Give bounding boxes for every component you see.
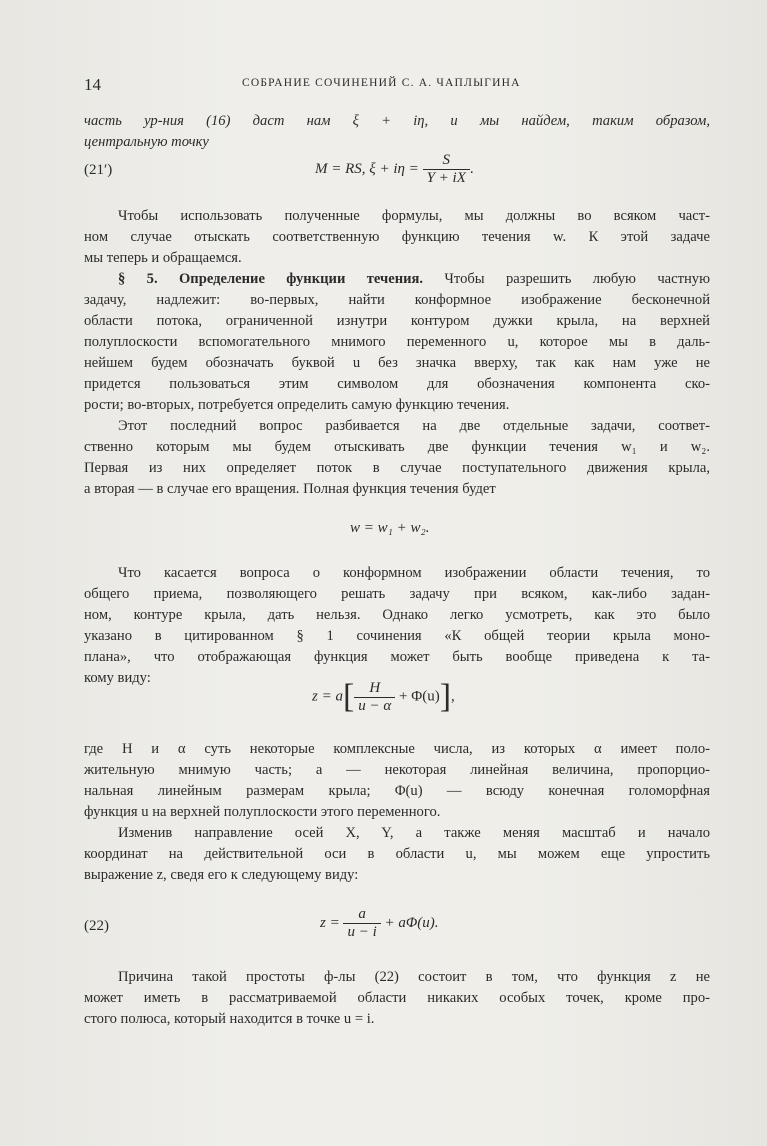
text-line: выражение z, сведя его к следующему виду:: [84, 867, 359, 883]
text-line: жительную мнимую часть; a — некоторая линейная величина, пропорцио-: [84, 762, 710, 778]
text-line: указано в цитированном § 1 сочинения «К общей теории крыла моно-: [84, 628, 710, 644]
text-line: Этот последний вопрос разбивается на две отдельные задачи, соответ-: [118, 418, 710, 434]
text-line: Изменив направление осей X, Y, а также меняя масштаб и начало: [118, 825, 710, 841]
text-line: стого полюса, который находится в точке u = i.: [84, 1011, 375, 1027]
left-bracket: [: [342, 678, 355, 715]
equation-number: (21′): [84, 162, 113, 178]
punctuation: ,: [451, 688, 455, 705]
text-line: Причина такой простоты ф-лы (22) состоит в том, что функция z не: [118, 969, 710, 985]
text-line: общего приема, позволяющего решать задачу при всяком, как-либо задан-: [84, 586, 710, 602]
text-line: координат на действительной оси в области u, мы можем еще упростить: [84, 846, 710, 862]
denominator: u − i: [347, 924, 377, 940]
text-line: нейшем будем обозначать буквой u без значка вверху, так как нам уже не: [84, 355, 710, 371]
text-span: Чтобы разрешить любую частную: [423, 271, 710, 287]
equation-term: + Φ(u): [395, 688, 440, 705]
text-line: мы теперь и обращаемся.: [84, 250, 242, 266]
text-line: ственно которым мы будем отыскивать две функции течения w₁ и w₂.: [84, 439, 710, 455]
fraction: [354, 680, 395, 715]
punctuation: .: [469, 160, 474, 177]
running-title: СОБРАНИЕ СОЧИНЕНИЙ С. А. ЧАПЛЫГИНА: [242, 77, 521, 89]
equation-21: [315, 152, 474, 187]
text-line: Чтобы использовать полученные формулы, мы должны во всяком част-: [118, 208, 710, 224]
text-line: задачу, надлежит: во-первых, найти конформное изображение бесконечной: [84, 292, 710, 308]
numerator: a: [343, 906, 380, 924]
denominator: u − α: [358, 697, 392, 714]
text-line: Первая из них определяет поток в случае поступательного движения крыла,: [84, 460, 710, 476]
section-heading: § 5. Определение функции течения.: [118, 271, 424, 287]
text-line: придется пользоваться этим символом для обозначения компонента ско-: [84, 376, 710, 392]
text-line: функция u на верхней полуплоскости этого переменного.: [84, 804, 441, 820]
right-bracket: ]: [439, 678, 452, 715]
text-line: рости; во-вторых, потребуется определить самую функцию течения.: [84, 397, 510, 413]
section-first-line: [84, 269, 710, 290]
denominator: Y + iX: [426, 170, 466, 186]
text-line: центральную точку: [84, 134, 209, 150]
equation-z-general: [312, 678, 455, 716]
equation-lhs: M = RS, ξ + iη =: [315, 160, 423, 177]
page-number: 14: [84, 75, 101, 94]
running-header: [84, 75, 724, 95]
equation-lhs: z = a: [312, 688, 343, 705]
equation-term: + aΦ(u).: [380, 914, 439, 931]
numerator: H: [354, 680, 395, 698]
numerator: S: [423, 152, 470, 170]
equation-22: [320, 906, 439, 941]
text-line: кому виду:: [84, 670, 151, 686]
text-line: ном случае отыскать соответственную функцию течения w. К этой задаче: [84, 229, 710, 245]
equation-number: (22): [84, 918, 109, 934]
equation-lhs: z =: [320, 914, 344, 931]
text-line: где H и α суть некоторые комплексные числа, из которых α имеет поло-: [84, 741, 710, 757]
text-line: ном, контуре крыла, дать нельзя. Однако легко усмотреть, как это было: [84, 607, 710, 623]
text-line: Что касается вопроса о конформном изображении области течения, то: [118, 565, 710, 581]
text-line: часть ур-ния (16) даст нам ξ + iη, и мы найдем, таким образом,: [84, 113, 710, 129]
text-line: может иметь в рассматриваемой области никаких особых точек, кроме про-: [84, 990, 710, 1006]
text-line: плана», что отображающая функция может быть вообще приведена к та-: [84, 649, 710, 665]
text-line: а вторая — в случае его вращения. Полная функция течения будет: [84, 481, 496, 497]
fraction: [423, 152, 470, 187]
fraction: [343, 906, 380, 941]
text-line: полуплоскости вспомогательного мнимого переменного u, которое мы в даль-: [84, 334, 710, 350]
text-line: области потока, ограниченной изнутри контуром дужки крыла, на верхней: [84, 313, 710, 329]
equation-w: w = w₁ + w₂.: [350, 520, 430, 536]
text-line: нальная линейным размерам крыла; Φ(u) — всюду конечная голоморфная: [84, 783, 710, 799]
